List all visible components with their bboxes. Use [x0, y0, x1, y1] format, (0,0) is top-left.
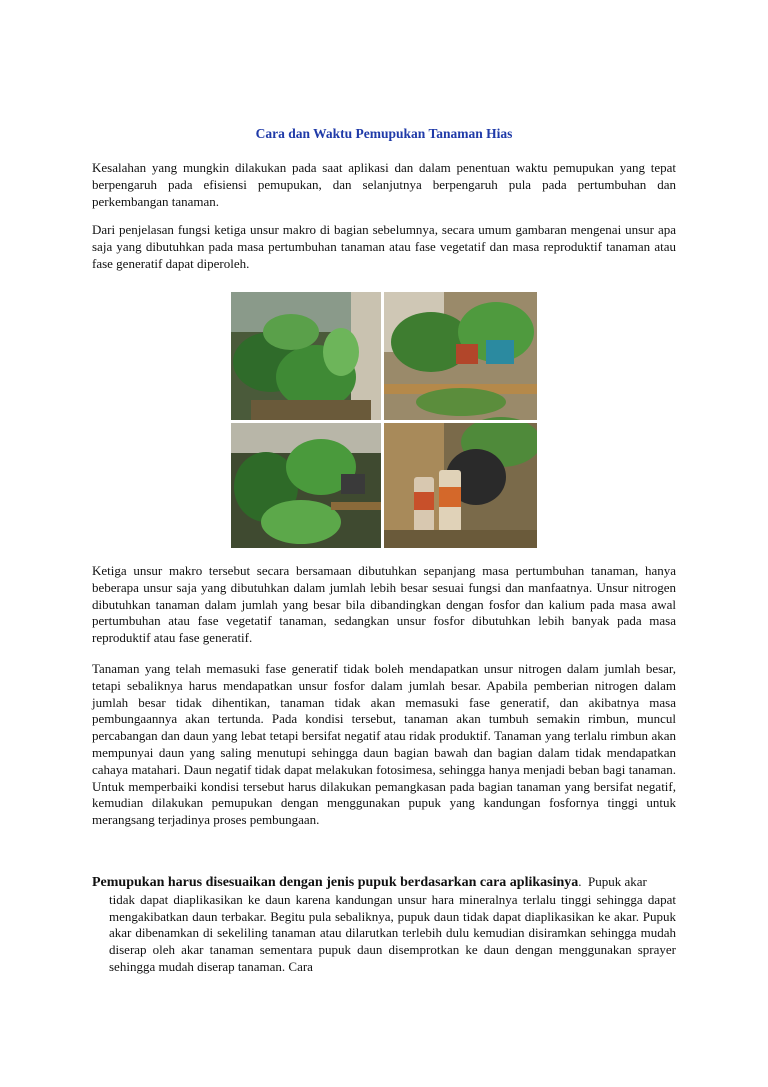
- photo-bottom-left: [231, 423, 381, 548]
- paragraph-5-body: tidak dapat diaplikasikan ke daun karena kandungan unsur hara mineralnya terlalu tinggi sehingga dapat mengakibatkan daun terbakar. Begitu pula sebaliknya, pupuk daun tidak dapat diaplikasikan ke akar. Pupuk akar dibenamkan di sekeliling tanaman atau dilarutkan terlebih dulu kemudian disiramkan sehingga mudah diserap oleh akar tanaman sementara pupuk daun disemprotkan ke daun dengan menggunakan sprayer sehingga mudah diserap tanaman. Cara: [109, 891, 676, 974]
- paragraph-1: Kesalahan yang mungkin dilakukan pada saat aplikasi dan dalam penentuan waktu pemupukan yang tepat berpengaruh pada efisiensi pemupukan, dan selanjutnya berpengaruh pula pada pertumbuhan dan perkembangan tanaman.: [92, 160, 676, 209]
- paragraph-4: Tanaman yang telah memasuki fase generatif tidak boleh mendapatkan unsur nitrogen dalam jumlah besar, tetapi sebaliknya harus mendapatkan unsur fosfor dalam jumlah besar. Apabila pemberian nitrogen dalam jumlah besar tidak dihentikan, tanaman tidak akan memasuki fase generatif, dan akibatnya masa pembungaannya akan tertunda. Pada kondisi tersebut, tanaman akan tumbuh semakin rimbun, muncul percabangan dan daun yang lebat tetapi bersifat negatif atau ridak produktif. Tanaman yang terlalu rimbun akan mempunyai daun yang saling menutupi sehingga daun bagian bawah dan bagian dalam tidak mendapatkan cahaya matahari. Daun negatif tidak dapat melakukan fotosimesa, sehingga hanya menjadi beban bagi tanaman. Untuk memperbaiki kondisi tersebut harus dilakukan pemangkasan pada bagian tanaman yang bersifat negatif, kemudian dilakukan pemupukan dengan menggunakan pupuk yang kandungan fosfornya tinggi untuk merangsang terjadinya proses pembungaan.: [92, 661, 676, 828]
- first-line-rest: Pupuk akar: [588, 874, 647, 889]
- paragraph-5: [92, 874, 676, 976]
- photo-top-left: [231, 292, 381, 420]
- photo-bottom-right: [384, 417, 537, 548]
- photo-top-right: [384, 292, 537, 420]
- plant-photo-collage: [231, 292, 537, 548]
- paragraph-2: Dari penjelasan fungsi ketiga unsur makro di bagian sebelumnya, secara umum gambaran mengenai unsur apa saja yang dibutuhkan pada masa pertumbuhan tanaman atau fase vegetatif dan masa reproduktif tanaman atau fase generatif dapat diperoleh.: [92, 222, 676, 271]
- page-title: Cara dan Waktu Pemupukan Tanaman Hias: [255, 126, 513, 141]
- paragraph-3: Ketiga unsur makro tersebut secara bersamaan dibutuhkan sepanjang masa pertumbuhan tanaman, hanya beberapa unsur saja yang dibutuhkan dalam jumlah lebih besar sesuai fungsi dan manfaatnya. Unsur nitrogen dibutuhkan tanaman dalam jumlah yang besar bila dibandingkan dengan fosfor dan kalium pada masa awal pertumbuhan atau fase vegetatif tanaman, sedangkan unsur fosfor dibutuhkan lebih banyak pada masa reproduktif atau fase generatif.: [92, 563, 676, 646]
- bold-lead: Pemupukan harus disesuaikan dengan jenis pupuk berdasarkan cara aplikasinya: [92, 875, 579, 890]
- lead-period: .: [578, 874, 582, 889]
